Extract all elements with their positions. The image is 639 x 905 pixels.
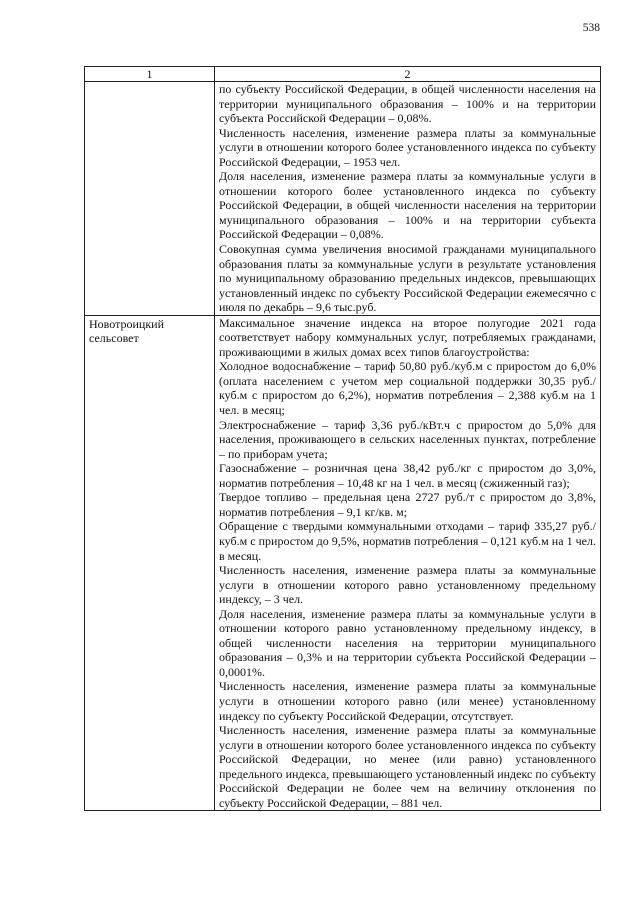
row-content-cell (215, 82, 601, 316)
table-row (85, 315, 601, 811)
paragraph: Обращение с твердыми коммунальными отходами – тариф 335,27 руб./куб.м с приростом до 9,5%, норматив потребления – 0,121 куб.м на 1 чел. в месяц. (219, 519, 596, 563)
paragraph: Газоснабжение – розничная цена 38,42 руб./кг с приростом до 3,0%, норматив потребления – 10,48 кг на 1 чел. в месяц (сжиженный газ); (219, 461, 596, 490)
paragraph: Доля населения, изменение размера платы за коммунальные услуги в отношении которого равно установленному предельному индексу, в общей численности населения на территории муниципального образования – 0,3% и на территории субъекта Российской Федерации – 0,0001%. (219, 606, 596, 679)
column-header-1: 1 (85, 67, 215, 82)
paragraph: Численность населения, изменение размера платы за коммунальные услуги в отношении которого более установленного индекса по субъекту Российской Федерации, – 1953 чел. (219, 125, 596, 169)
paragraph: Твердое топливо – предельная цена 2727 руб./т с приростом до 3,8%, норматив потребления – 9,1 кг/кв. м; (219, 490, 596, 519)
paragraph: Электроснабжение – тариф 3,36 руб./кВт.ч с приростом до 5,0% для населения, проживающего в сельских населенных пунктах, потребление – по приборам учета; (219, 417, 596, 461)
row-content-cell (215, 315, 601, 811)
paragraph: по субъекту Российской Федерации, в общей численности населения на территории муниципального образования – 100% и на территории субъекта Российской Федерации – 0,08%. (219, 82, 596, 126)
row-label (89, 82, 210, 83)
paragraph: Доля населения, изменение размера платы за коммунальные услуги в отношении которого более установленного индекса по субъекту Российской Федерации, в общей численности населения на территории муниципального образования – 100% и на территории субъекта Российской Федерации – 0,08%. (219, 169, 596, 242)
column-header-2: 2 (215, 67, 601, 82)
paragraph: Численность населения, изменение размера платы за коммунальные услуги в отношении которого равно установленному предельному индексу, – 3 чел. (219, 563, 596, 607)
row-label: Новотроицкий сельсовет (89, 316, 164, 346)
page-number: 538 (582, 22, 600, 34)
document-table (84, 66, 601, 811)
paragraph: Численность населения, изменение размера платы за коммунальные услуги в отношении которого более установленного индекса по субъекту Российской Федерации, но менее (или равно) установленного предельного индекса, превышающего установленный индекс по субъекту Российской Федерации не более чем на величину отклонения по субъекту Российской Федерации, – 881 чел. (219, 723, 596, 810)
table-header-row (85, 67, 601, 82)
paragraph: Совокупная сумма увеличения вносимой гражданами муниципального образования платы за коммунальные услуги в результате установления по муниципальному образованию предельных индексов, превышающих установленный индекс по субъекту Российской Федерации ежемесячно с июля по декабрь – 9,6 тыс.руб. (219, 242, 596, 315)
row-label-cell (85, 82, 215, 316)
paragraph: Холодное водоснабжение – тариф 50,80 руб./куб.м с приростом до 6,0% (оплата населением с учетом мер социальной поддержки 30,35 руб./куб.м с приростом до 6,2%), норматив потребления – 2,388 куб.м на 1 чел. в месяц; (219, 359, 596, 418)
paragraph: Численность населения, изменение размера платы за коммунальные услуги в отношении которого равно (или менее) установленному индексу по субъекту Российской Федерации, отсутствует. (219, 679, 596, 723)
row-label-cell (85, 315, 215, 811)
paragraph: Максимальное значение индекса на второе полугодие 2021 года соответствует набору коммунальных услуг, потребляемых гражданами, проживающими в жилых домах всех типов благоустройства: (219, 315, 596, 359)
table-row (85, 82, 601, 316)
